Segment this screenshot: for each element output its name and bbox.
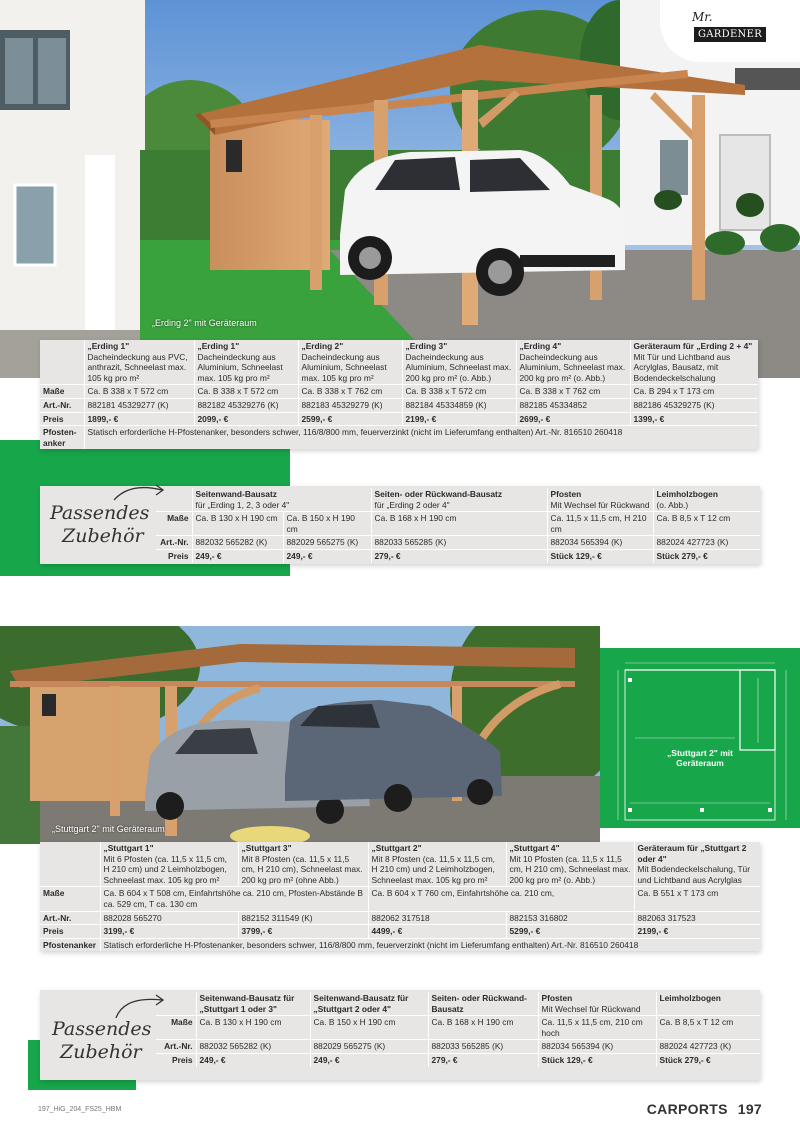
acc1-header-row: Seitenwand-Bausatz für „Erding 1, 2, 3 oder 4" Seiten- oder Rückwand-Bausatz für „Erding 2 oder 4" Pfosten Mit Wechsel für Rückwand Leimholzbogen (o. Abb.) — [156, 488, 760, 512]
erding-art-row: Art.-Nr. 882181 45329277 (K) 882182 45329276 (K) 882183 45329279 (K) 882184 45334859 (K) 882185 45334852 882186 45329275 (K) — [40, 398, 758, 412]
erding-product: Geräteraum für „Erding 2 + 4" Mit Tür und Lichtband aus Acrylglas, Bausatz, mit Bodendeckelschalung — [633, 341, 753, 383]
erding-masse-row: Maße Ca. B 338 x T 572 cm Ca. B 338 x T 572 cm Ca. B 338 x T 762 cm Ca. B 338 x T 572 cm Ca. B 338 x T 762 cm Ca. B 294 x T 173 cm — [40, 385, 758, 399]
brand-logo — [660, 0, 800, 62]
stuttgart-product: Geräteraum für „Stuttgart 2 oder 4" Mit Bodendeckelschalung, Tür und Lichtband aus Acrylglas — [637, 843, 751, 885]
erding-product: „Erding 2" Dacheindeckung aus Aluminium, Schneelast max. 105 kg pro m² — [298, 340, 402, 385]
acc2-header-row: Seitenwand-Bausatz für „Stuttgart 1 oder 3" Seitenwand-Bausatz für „Stuttgart 2 oder 4" Seiten- oder Rückwand-Bausatz Pfosten Mit Wechsel für Rückwand Leimholzbogen — [156, 992, 760, 1016]
floor-plan-drawing — [600, 648, 800, 828]
floor-plan-label: „Stuttgart 2" mit Geräteraum — [667, 748, 733, 768]
erding-product: „Erding 1" Dacheindeckung aus Aluminium, Schneelast max. 105 kg pro m² — [194, 340, 298, 385]
stuttgart-price-row: Preis 3199,- € 3799,- € 4499,- € 5299,- € 2199,- € — [40, 925, 760, 939]
stuttgart-carport-illustration — [0, 626, 600, 844]
page-number: 197 — [737, 1101, 762, 1117]
acc2-masse-row: Maße Ca. B 130 x H 190 cm Ca. B 150 x H 190 cm Ca. B 168 x H 190 cm Ca. 11,5 x 11,5 cm, 210 cm hoch Ca. B 8,5 x T 12 cm — [156, 1016, 760, 1040]
acc2-price-row: Preis 249,- € 249,- € 279,- € Stück 129,- € Stück 279,- € — [156, 1053, 760, 1066]
erding-header-row — [40, 340, 758, 385]
erding-product: „Erding 1" Dacheindeckung aus PVC, anthrazit, Schneelast max. 105 kg pro m² — [84, 340, 194, 385]
acc1-art-row: Art.-Nr. 882032 565282 (K) 882029 565275 (K) 882033 565285 (K) 882034 565394 (K) 882024 427723 (K) — [156, 536, 760, 550]
stuttgart-masse-row: Maße Ca. B 604 x T 508 cm, Einfahrtshöhe ca. 210 cm, Pfosten-Abstände B ca. 529 cm, T ca. 130 cm Ca. B 604 x T 760 cm, Einfahrtshöhe ca. 210 cm, Ca. B 551 x T 173 cm — [40, 887, 760, 911]
acc1-price-row: Preis 249,- € 249,- € 279,- € Stück 129,- € Stück 279,- € — [156, 549, 760, 562]
erding-photo-caption: „Erding 2" mit Geräteraum — [152, 318, 257, 328]
stuttgart-photo — [0, 626, 600, 844]
accessories-panel-erding — [40, 486, 760, 564]
stuttgart-product: „Stuttgart 4" Mit 10 Pfosten (ca. 11,5 x 11,5 cm, H 210 cm), Schneelast max. 200 kg pro m² (o. Abb.) — [506, 842, 634, 887]
section-title: CARPORTS — [646, 1101, 728, 1117]
erding-product: „Erding 4" Dacheindeckung aus Aluminium, Schneelast max. 200 kg pro m² (o. Abb.) — [516, 340, 630, 385]
erding-spec-table — [40, 340, 758, 449]
stuttgart-product: „Stuttgart 3" Mit 8 Pfosten (ca. 11,5 x 11,5 cm, H 210 cm), Schneelast max. 200 kg pro m² (ohne Abb.) — [238, 842, 368, 887]
stuttgart-pfosten-row: Pfostenanker Statisch erforderliche H-Pfostenanker, besonders schwer, 116/8/800 mm, feuerverzinkt (nicht im Lieferumfang enthalten) Art.-Nr. 816510 260418 — [40, 938, 760, 951]
print-code: 197_HiG_204_FS25_HBM — [38, 1106, 122, 1113]
accessories-panel-stuttgart — [40, 990, 760, 1080]
stuttgart-product: „Stuttgart 1" Mit 6 Pfosten (ca. 11,5 x 11,5 cm, H 210 cm) und 2 Leimholzbogen, Schneelast max. 105 kg pro m² — [100, 842, 238, 887]
page-footer — [647, 1101, 762, 1117]
erding-price-row: Preis 1899,- € 2099,- € 2599,- € 2199,- € 2699,- € 1399,- € — [40, 412, 758, 426]
brand-logo-line1: Mr. — [692, 10, 713, 24]
erding-pfosten-row: Pfosten- anker Statisch erforderliche H-Pfostenanker, besonders schwer, 116/8/800 mm, feuerverzinkt (nicht im Lieferumfang enthalten) Art.-Nr. 816510 260418 — [40, 426, 758, 450]
stuttgart-art-row: Art.-Nr. 882028 565270 882152 311549 (K) 882062 317518 882153 316802 882063 317523 — [40, 911, 760, 925]
stuttgart-spec-table — [40, 842, 760, 951]
accessories-title: Passendes Zubehör — [50, 502, 150, 547]
acc2-art-row: Art.-Nr. 882032 565282 (K) 882029 565275 (K) 882033 565285 (K) 882034 565394 (K) 882024 427723 (K) — [156, 1040, 760, 1054]
stuttgart-floor-plan — [600, 648, 800, 828]
accessories-title: Passendes Zubehör — [52, 1018, 152, 1063]
stuttgart-photo-caption: „Stuttgart 2" mit Geräteraum — [52, 824, 165, 834]
erding-product: „Erding 3" Dacheindeckung aus Aluminium, Schneelast max. 200 kg pro m² (o. Abb.) — [402, 340, 516, 385]
stuttgart-product: „Stuttgart 2" Mit 8 Pfosten (ca. 11,5 x 11,5 cm, H 210 cm) und 2 Leimholzbogen, Schneelast max. 105 kg pro m² — [368, 842, 506, 887]
acc1-masse-row: Maße Ca. B 130 x H 190 cm Ca. B 150 x H 190 cm Ca. B 168 x H 190 cm Ca. 11,5 x 11,5 cm, H 210 cm Ca. B 8,5 x T 12 cm — [156, 512, 760, 536]
stuttgart-header-row — [40, 842, 760, 887]
brand-logo-line2: GARDENER — [694, 27, 766, 42]
